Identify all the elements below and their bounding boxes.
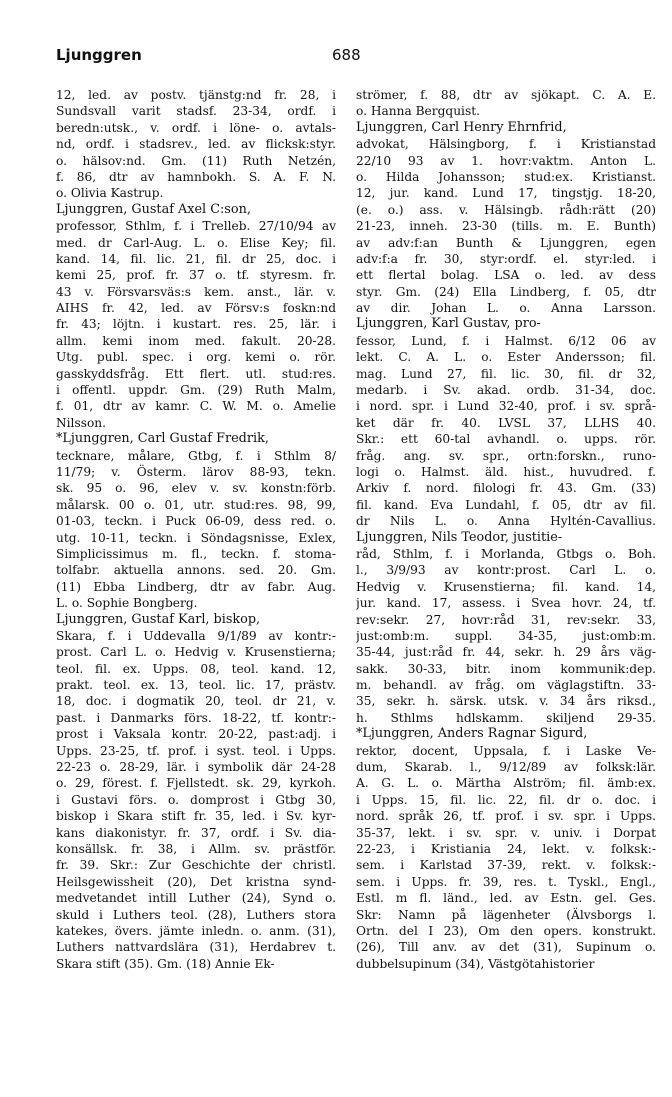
text-line: strömer, f. 88, dtr av sjökapt. C. A. E. [356,88,656,102]
text-line: ett flertal bolag. LSA o. led. av dess [356,268,656,283]
text-line: f. 86, dtr av hamnbokh. S. A. F. N. [56,169,336,184]
text-line: 35, sekr. h. särsk. utsk. v. 34 års riksd., [356,694,656,709]
text-line: o. 29, förest. f. Fjellstedt. sk. 29, kyrkoh. [56,776,336,791]
text-line: just:omb:m. suppl. 34-35, just:omb:m. [356,628,656,643]
text-line: fr. 39. Skr.: Zur Geschichte der christl. [56,858,336,873]
text-line: (e. o.) ass. v. Hälsingb. rådh:rätt (20) [356,202,656,217]
text-line: nd, ordf. i stadsrev., led. av flicksk:styr. [56,137,336,152]
text-line: ket där fr. 40. LVSL 37, LLHS 40. [356,415,656,430]
text-line: styr. Gm. (24) Ella Lindberg, f. 05, dtr [356,284,656,299]
text-line: 01-03, teckn. i Puck 06-09, dess red. o. [56,514,336,529]
text-line: A. G. L. o. Märtha Alström; fil. ämb:ex. [356,776,656,791]
text-line: 35-44, just:råd fr. 44, sekr. h. 29 års väg- [356,645,656,660]
text-line: professor, Sthlm, f. i Trelleb. 27/10/94 av [56,219,336,234]
text-line: jur. kand. 17, assess. i Svea hovr. 24, tf. [356,596,656,611]
text-line: m. behandl. av fråg. om väglagstiftn. 33- [356,678,656,693]
text-line: past. i Danmarks förs. 18-22, tf. kontr:- [56,710,336,725]
text-line: Sundsvall varit stadsf. 23-34, ordf. i [56,104,336,119]
entry-heading-line: Ljunggren, Karl Gustav, pro- [356,316,541,332]
entry-heading-line: Ljunggren, Nils Teodor, justitie- [356,529,563,545]
text-line: (26), Till anv. av det (31), Supinum o. [356,940,656,955]
text-line: sk. 95 o. 96, elev v. sv. konstn:förb. [56,481,336,496]
text-line: nord. språk 26, tf. prof. i sv. spr. i Upps. [356,809,656,824]
text-line: 12, led. av postv. tjänstg:nd fr. 28, i [56,88,336,102]
text-line: adv:f:a fr. 30, styr:ordf. el. styr:led. i [356,251,656,266]
text-line: sem. i Karlstad 37-39, rekt. v. folksk:- [356,858,656,873]
text-line: teol. fil. ex. Upps. 08, teol. kand. 12, [56,661,336,676]
text-line: dr Nils L. o. Anna Hyltén-Cavallius. [356,514,656,529]
text-line: o. Olivia Kastrup. [56,186,164,201]
text-line: logi o. Halmst. äld. hist., huvudred. f. [356,464,656,479]
text-line: kemi 25, prof. fr. 37 o. tf. styresm. fr. [56,268,336,283]
text-line: beredn:utsk., v. ordf. i löne- o. avtals- [56,120,336,135]
text-line: med. dr Carl-Aug. L. o. Elise Key; fil. [56,235,336,250]
text-line: i nord. spr. i Lund 32-40, prof. i sv. språ- [356,399,656,414]
text-line: 43 v. Försvarsväs:s kem. anst., lär. v. [56,284,336,299]
left-column [56,87,336,972]
text-line: o. hälsov:nd. Gm. (11) Ruth Netzén, [56,153,336,168]
text-line: konsällsk. fr. 38, i Allm. sv. prästför. [56,841,336,856]
text-line: l., 3/9/93 av kontr:prost. Carl L. o. [356,563,656,578]
text-line: 21-23, inneh. 23-30 (tills. m. E. Bunth) [356,219,656,234]
entry-heading-line: Ljunggren, Gustaf Karl, biskop, [56,611,261,627]
text-line: råd, Sthlm, f. i Morlanda, Gtbgs o. Boh. [356,546,656,561]
text-line: Luthers nattvardslära (31), Herdabrev t. [56,940,336,955]
text-line: i offentl. uppdr. Gm. (29) Ruth Malm, [56,383,336,398]
entry-heading-line: *Ljunggren, Carl Gustaf Fredrik, [56,431,269,447]
text-line: Heilsgewissheit (20), Det kristna synd- [56,874,336,889]
text-line: 35-37, lekt. i sv. spr. v. univ. i Dorpat [356,825,656,840]
text-line: h. Sthlms hdlskamm. skiljend 29-35. [356,710,656,725]
text-line: 18, doc. i dogmatik 20, teol. dr 21, v. [56,694,336,709]
text-line: prakt. teol. ex. 13, teol. lic. 17, prästv. [56,678,336,693]
text-line: advokat, Hälsingborg, f. i Kristianstad [356,137,656,152]
text-line: tolfabr. aktuella annons. sed. 20. Gm. [56,563,336,578]
text-line: 22/10 93 av 1. hovr:vaktm. Anton L. [356,153,656,168]
text-line: sakk. 30-33, bitr. inom kommunik:dep. [356,661,656,676]
text-line: Simplicissimus m. fl., teckn. f. stoma- [56,546,336,561]
text-line: AIHS fr. 42, led. av Försv:s foskn:nd [56,301,336,316]
text-line: dubbelsupinum (34), Västgötahistorier [356,956,595,971]
running-head-name: Ljunggren [56,46,142,64]
text-line: skuld i Luthers teol. (28), Luthers stora [56,907,336,922]
text-line: utg. 10-11, teckn. i Söndagsnisse, Exlex, [56,530,336,545]
text-line: o. Hanna Bergquist. [356,104,480,119]
text-line: biskop i Skara stift fr. 35, led. i Sv. kyr- [56,809,336,824]
text-line: kand. 14, fil. lic. 21, fil. dr 25, doc. i [56,251,336,266]
text-line: medvetandet intill Luther (24), Synd o. [56,891,336,906]
text-line: Skara, f. i Uddevalla 9/1/89 av kontr:- [56,628,336,643]
text-line: Ortn. del I 23), Om den opers. konstrukt. [356,923,656,938]
text-line: målarsk. 00 o. 01, utr. stud:res. 98, 99, [56,497,336,512]
page-header [0,46,672,70]
text-line: 11/79; v. Österm. lärov 88-93, tekn. [56,464,336,479]
entry-heading-line: Ljunggren, Gustaf Axel C:son, [56,201,251,217]
text-line: Arkiv f. nord. filologi fr. 43. Gm. (33) [356,481,656,496]
text-line: medarb. i Sv. akad. ordb. 31-34, doc. [356,383,656,398]
text-line: katekes, övers. jämte inledn. o. anm. (31), [56,923,336,938]
text-line: i Upps. 15, fil. lic. 22, fil. dr o. doc. i [356,792,656,807]
text-line: av dir. Johan L. o. Anna Larsson. [356,301,656,316]
text-line: av adv:f:an Bunth & Ljunggren, egen [356,235,656,250]
text-line: i Gustavi förs. o. domprost i Gtbg 30, [56,792,336,807]
right-column [356,87,656,972]
text-line: mag. Lund 27, fil. lic. 30, fil. dr 32, [356,366,656,381]
text-line: 22-23 o. 28-29, lär. i symbolik där 24-28 [56,760,336,775]
text-line: 12, jur. kand. Lund 17, tingstjg. 18-20, [356,186,656,201]
text-line: L. o. Sophie Bongberg. [56,596,198,611]
text-line: (11) Ebba Lindberg, dtr av fabr. Aug. [56,579,336,594]
text-line: gasskyddsfråg. Ett flert. utl. stud:res. [56,366,336,381]
text-line: lekt. C. A. L. o. Ester Andersson; fil. [356,350,656,365]
text-line: o. Hilda Johansson; stud:ex. Kristianst. [356,169,656,184]
text-line: Skr.: ett 60-tal avhandl. o. upps. rör. [356,432,656,447]
text-line: tecknare, målare, Gtbg, f. i Sthlm 8/ [56,448,336,463]
text-line: dum, Skarab. l., 9/12/89 av folksk:lär. [356,760,656,775]
text-line: fil. kand. Eva Lundahl, f. 05, dtr av fil. [356,497,656,512]
entry-heading-line: *Ljunggren, Anders Ragnar Sigurd, [356,726,588,742]
text-line: Skara stift (35). Gm. (18) Annie Ek- [56,956,275,971]
text-line: 22-23, i Kristiania 24, lekt. v. folksk:- [356,841,656,856]
text-line: f. 01, dtr av kamr. C. W. M. o. Amelie [56,399,336,414]
text-line: fr. 43; löjtn. i kustart. res. 25, lär. i [56,317,336,332]
text-line: kans diakonistyr. fr. 37, ordf. i Sv. dia- [56,825,336,840]
text-line: rektor, docent, Uppsala, f. i Laske Ve- [356,743,656,758]
text-line: Skr: Namn på lägenheter (Älvsborgs l. [356,907,656,922]
text-line: Utg. publ. spec. i org. kemi o. rör. [56,350,336,365]
text-line: rev:sekr. 27, hovr:råd 31, rev:sekr. 33, [356,612,656,627]
page-number: 688 [332,46,361,64]
text-line: Upps. 23-25, tf. prof. i syst. teol. i Upps. [56,743,336,758]
text-line: prost i Vaksala kontr. 20-22, past:adj. i [56,727,336,742]
text-line: fessor, Lund, f. i Halmst. 6/12 06 av [356,333,656,348]
text-line: allm. kemi inom med. fakult. 20-28. [56,333,336,348]
text-line: Estl. m fl. länd., led. av Estn. gel. Ges. [356,891,656,906]
entry-heading-line: Ljunggren, Carl Henry Ehrnfrid, [356,119,567,135]
text-line: Hedvig v. Krusenstierna; fil. kand. 14, [356,579,656,594]
text-line: Nilsson. [56,415,107,430]
text-line: fråg. ang. sv. spr., ortn:forskn., runo- [356,448,656,463]
text-line: prost. Carl L. o. Hedvig v. Krusenstierna; [56,645,336,660]
text-line: sem. i Upps. fr. 39, res. t. Tyskl., Engl., [356,874,656,889]
